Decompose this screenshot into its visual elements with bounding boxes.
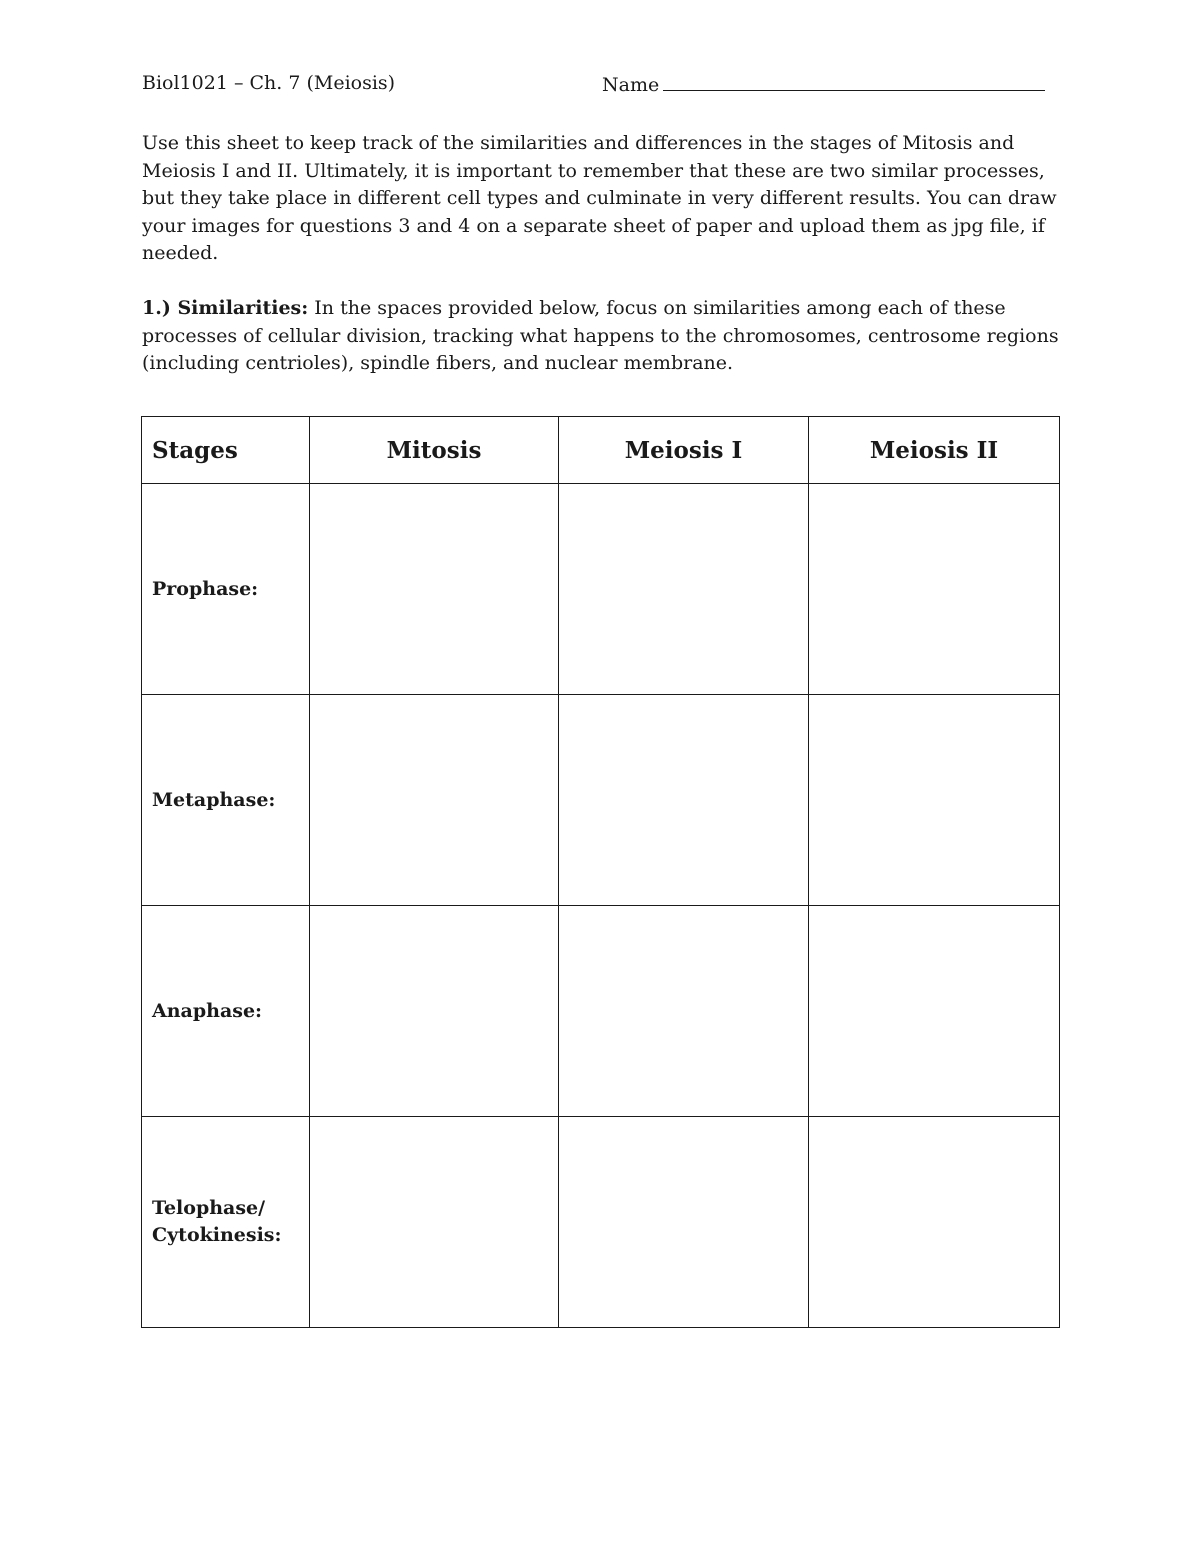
cell-metaphase-meiosis-2[interactable] <box>809 695 1060 906</box>
stage-label-text: Telophase/ <box>152 1197 266 1219</box>
worksheet-header <box>142 72 1058 102</box>
cell-anaphase-mitosis[interactable] <box>310 906 559 1117</box>
cell-telophase-meiosis-2[interactable] <box>809 1117 1060 1328</box>
header-meiosis-1: Meiosis I <box>559 417 809 484</box>
stage-label-text: Cytokinesis: <box>152 1224 282 1246</box>
name-label: Name <box>602 74 660 96</box>
table-row-metaphase <box>142 695 1060 906</box>
cell-anaphase-meiosis-2[interactable] <box>809 906 1060 1117</box>
cell-prophase-meiosis-1[interactable] <box>559 484 809 695</box>
name-blank-line[interactable] <box>663 72 1045 91</box>
cell-prophase-mitosis[interactable] <box>310 484 559 695</box>
stage-label-text: Prophase: <box>152 577 259 600</box>
stage-label-telophase <box>142 1117 310 1328</box>
cell-anaphase-meiosis-1[interactable] <box>559 906 809 1117</box>
cell-prophase-meiosis-2[interactable] <box>809 484 1060 695</box>
cell-telophase-meiosis-1[interactable] <box>559 1117 809 1328</box>
stage-label-metaphase <box>142 695 310 906</box>
table-row-anaphase <box>142 906 1060 1117</box>
header-mitosis: Mitosis <box>310 417 559 484</box>
stages-comparison-table <box>141 416 1060 1328</box>
stage-label-prophase <box>142 484 310 695</box>
cell-metaphase-meiosis-1[interactable] <box>559 695 809 906</box>
intro-paragraph: Use this sheet to keep track of the similarities and differences in the stages of Mitosis and Meiosis I and II. Ultimately, it is important to remember that these are two similar processes, but they take place in different cell types and culminate in very different results. You can draw your images for questions 3 and 4 on a separate sheet of paper and upload them as jpg file, if needed. <box>142 132 1057 264</box>
cell-telophase-mitosis[interactable] <box>310 1117 559 1328</box>
header-stages: Stages <box>142 417 310 484</box>
table-header-row <box>142 417 1060 484</box>
name-field <box>602 72 1045 96</box>
stage-label-text: Metaphase: <box>152 788 276 811</box>
course-title: Biol1021 – Ch. 7 (Meiosis) <box>142 72 396 94</box>
header-meiosis-2: Meiosis II <box>809 417 1060 484</box>
stage-label-anaphase <box>142 906 310 1117</box>
table-row-prophase <box>142 484 1060 695</box>
question-1-label: 1.) Similarities: <box>142 297 309 319</box>
question-1 <box>142 295 1062 378</box>
question-1-text: In the spaces provided below, focus on similarities among each of these processes of cellular division, tracking what happens to the chromosomes, centrosome regions (including centrioles), spindle fibers, and nuclear membrane. <box>142 297 1059 374</box>
table-row-telophase <box>142 1117 1060 1328</box>
stage-label-text: Anaphase: <box>152 999 263 1022</box>
cell-metaphase-mitosis[interactable] <box>310 695 559 906</box>
